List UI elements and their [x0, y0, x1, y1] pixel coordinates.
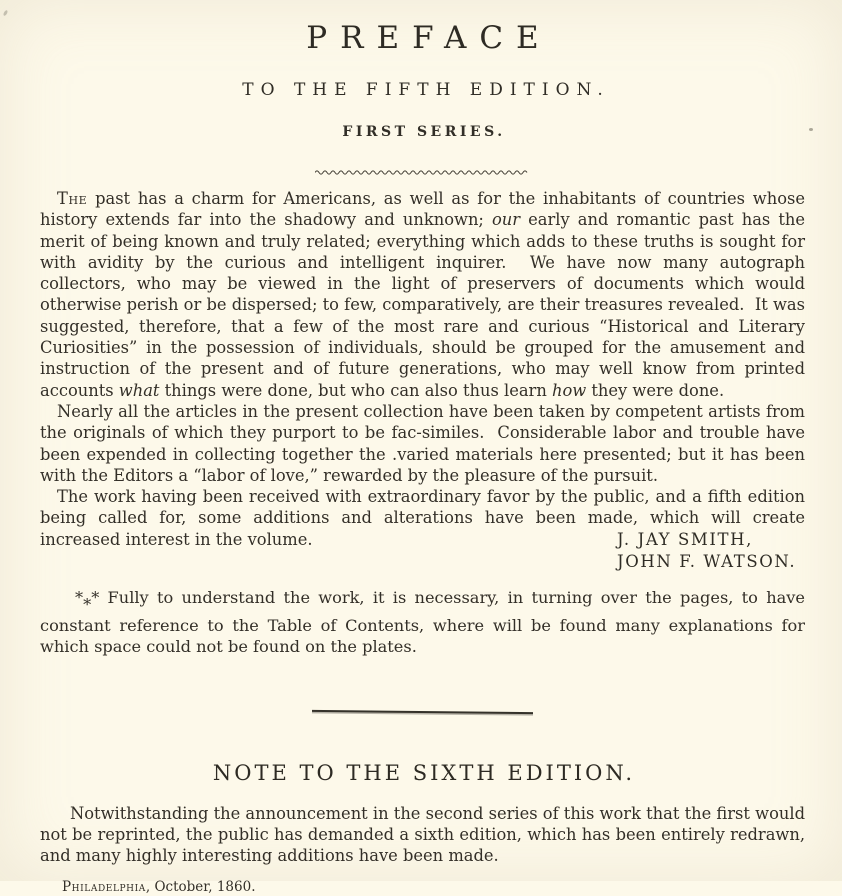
preface-body — [40, 188, 805, 657]
edition-subtitle: TO THE FIFTH EDITION. — [242, 80, 610, 100]
signature-line-2: JOHN F. WATSON. — [617, 552, 797, 572]
signature-line-1: J. JAY SMITH, — [617, 529, 753, 549]
wavy-rule-icon — [315, 168, 531, 175]
scan-speck — [809, 128, 813, 131]
dateline: Philadelphia, October, 1860. — [62, 878, 256, 895]
footnote: *** Fully to understand the work, it is necessary, in turning over the pages, to have constant reference to the Table of Contents, where will be found many explanations for which space could not be found on the plates. — [40, 587, 805, 657]
note-paragraph: Notwithstanding the announcement in the second series of this work that the first would not be reprinted, the public has demanded a sixth edition, which has been entirely redrawn, and many highly interesting additions have been made. — [40, 803, 805, 866]
signature-block — [617, 529, 805, 574]
scan-speck — [3, 10, 9, 17]
note-heading: NOTE TO THE SIXTH EDITION. — [212, 760, 636, 785]
preface-paragraph-2: Nearly all the articles in the present collection have been taken by competent artists from the originals of which they purport to be fac-similes. Considerable labor and trouble have been expended in collecting together the .varied materials here presented; but it has been with the Editors a “labor of love,” rewarded by the pleasure of the pursuit. — [40, 401, 805, 485]
preface-paragraph-3: The work having been received with extraordinary favor by the public, and a fifth edition being called for, some additions and alterations have been made, which will create increased interest in the volume. — [40, 487, 805, 549]
preface-paragraph-1: The past has a charm for Americans, as well as for the inhabitants of countries whose history extends far into the shadowy and unknown; our early and romantic past has the merit of being known and truly related; everything which adds to these truths is sought for with avidity by the curious and intelligent inquirer. We have now many autograph collectors, who may be viewed in the light of preservers of documents which would otherwise perish or be dispersed; to few, comparatively, are their treasures revealed. It was suggested, therefore, that a few of the most rare and curious “Historical and Literary Curiosities” in the possession of individuals, should be grouped for the amusement and instruction of the present and of future generations, who may well know from printed accounts what things were done, but who can also thus learn how they were done. — [40, 189, 805, 400]
note-body — [40, 803, 805, 867]
wavy-rule-ornament — [315, 160, 531, 167]
page-title: PREFACE — [306, 20, 552, 56]
section-divider-rule — [312, 710, 533, 715]
series-heading: FIRST SERIES. — [342, 124, 506, 140]
